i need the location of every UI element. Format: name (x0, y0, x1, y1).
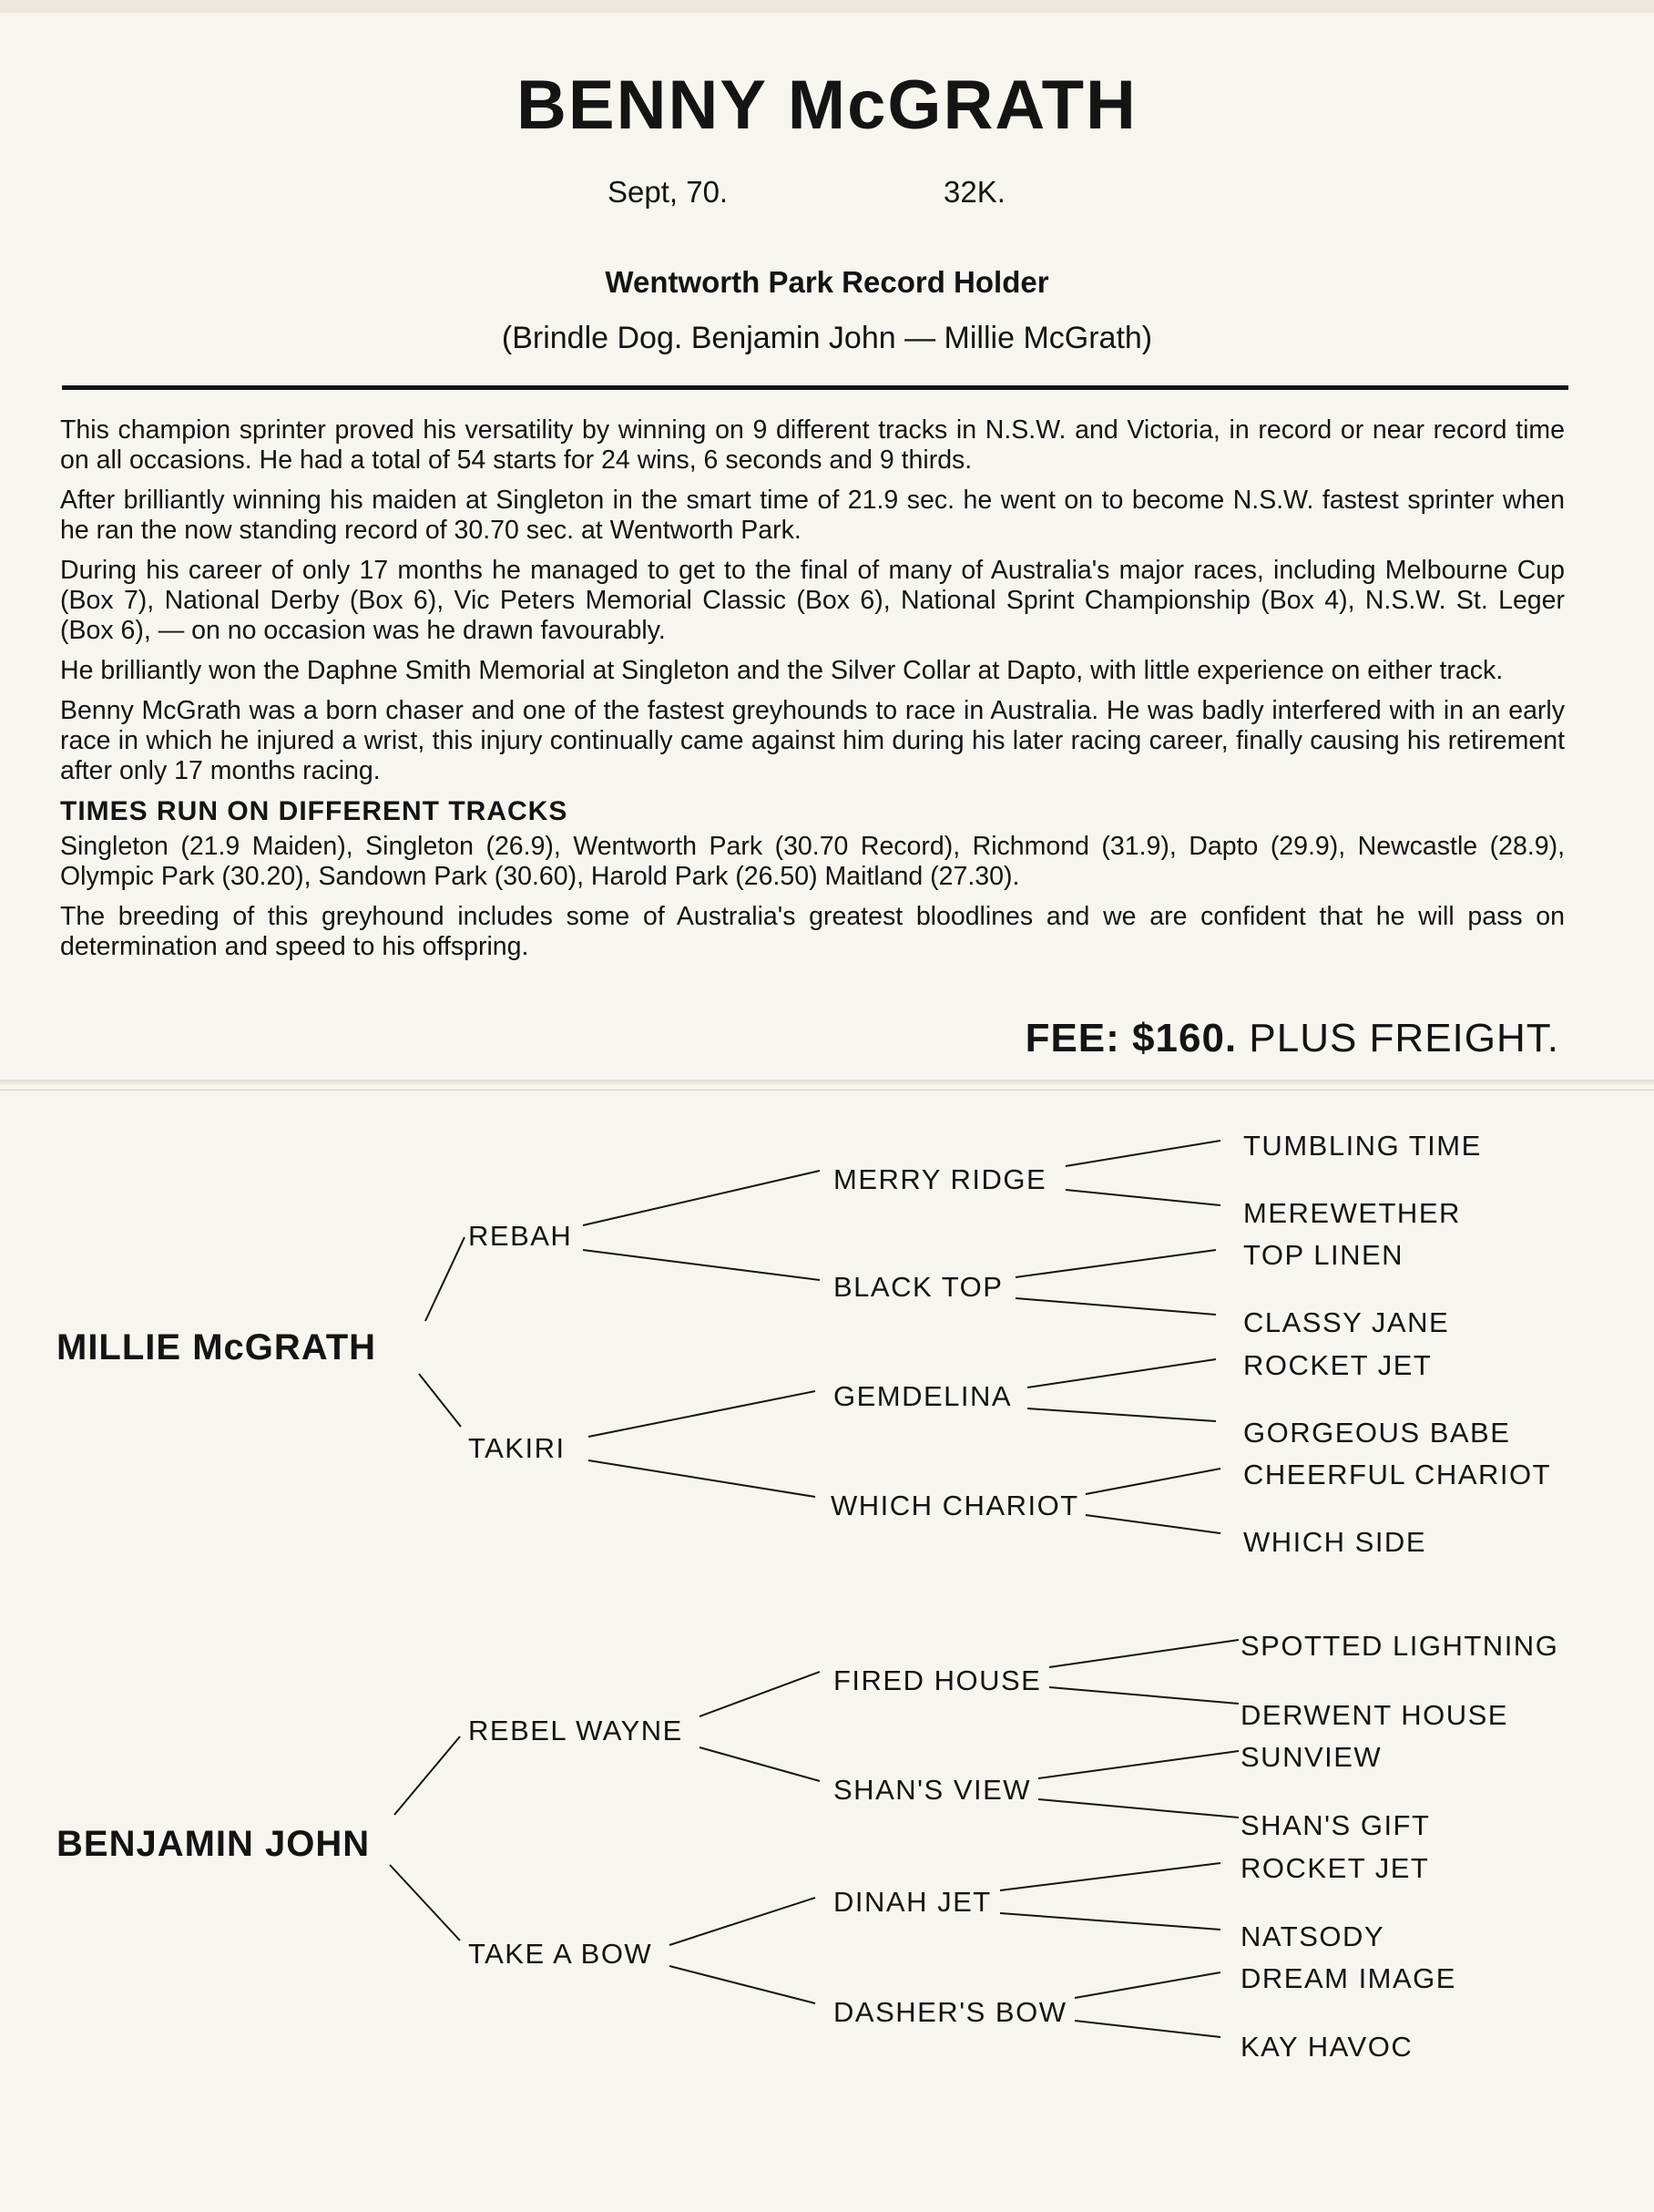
ggparent: ROCKET JET (1240, 1852, 1430, 1884)
grandparent-shans-view: SHAN'S VIEW (833, 1774, 1032, 1806)
connector (390, 1865, 460, 1941)
connector (699, 1747, 820, 1781)
connector (425, 1237, 465, 1321)
connector (588, 1391, 815, 1437)
connector (1016, 1298, 1216, 1315)
grandparent-black-top: BLACK TOP (833, 1271, 1004, 1303)
parent-take-a-bow: TAKE A BOW (468, 1938, 653, 1970)
connector (699, 1672, 820, 1716)
connector (1016, 1250, 1216, 1277)
connector (1049, 1640, 1239, 1667)
connector (1049, 1687, 1239, 1704)
connector (1027, 1359, 1216, 1388)
fee-amount: FEE: $160. (1025, 1016, 1238, 1060)
connector (1000, 1863, 1220, 1890)
connector (1075, 2021, 1220, 2037)
ggparent: ROCKET JET (1243, 1349, 1433, 1381)
ggparent: SPOTTED LIGHTNING (1240, 1630, 1559, 1662)
paragraph-record: This champion sprinter proved his versatility by winning on 9 different tracks in N.S.W. and Victoria, in record or near record time on all occasions. He had a total of 54 starts for 24 wins, 6 seconds and 9 thirds. (60, 415, 1565, 475)
fee-suffix: PLUS FREIGHT. (1249, 1016, 1559, 1060)
grandparent-dashers-bow: DASHER'S BOW (833, 1996, 1067, 2028)
ggparent: GORGEOUS BABE (1243, 1417, 1511, 1449)
connector (583, 1171, 820, 1225)
connector (419, 1374, 461, 1427)
ggparent: DERWENT HOUSE (1240, 1699, 1508, 1731)
dam-name: MILLIE McGRATH (56, 1327, 377, 1367)
paragraph-injury: Benny McGrath was a born chaser and one of the fastest greyhounds to race in Australia. He was badly interfered with in an early race in which he injured a wrist, this injury continually came against him during his later racing career, finally causing his retirement after only 17 months racing. (60, 696, 1565, 785)
ggparent: NATSODY (1240, 1920, 1385, 1952)
paragraph-career: During his career of only 17 months he managed to get to the final of many of Australia's major races, including Melbourne Cup (Box 7), National Derby (Box 6), Vic Peters Memorial Classic (Box 6), National Sprint Championship (Box 4), N.S.W. St. Leger (Box 6), — on no occasion was he drawn favourably. (60, 556, 1565, 645)
ggparent: TUMBLING TIME (1243, 1130, 1482, 1162)
times-heading: TIMES RUN ON DIFFERENT TRACKS (60, 796, 568, 826)
ggparent: TOP LINEN (1243, 1239, 1404, 1271)
ggparent: CHEERFUL CHARIOT (1243, 1459, 1552, 1490)
connector (669, 1898, 815, 1945)
connector (588, 1460, 815, 1497)
connector (1066, 1141, 1220, 1166)
paragraph-wins: He brilliantly won the Daphne Smith Memorial at Singleton and the Silver Collar at Dapto, with little experience on either track. (60, 656, 1504, 685)
parent-rebel-wayne: REBEL WAYNE (468, 1715, 683, 1746)
connector (1000, 1913, 1220, 1930)
page-title: BENNY McGRATH (516, 67, 1138, 144)
connector (394, 1736, 460, 1815)
ggparent: SHAN'S GIFT (1240, 1809, 1431, 1841)
connector (1027, 1408, 1216, 1421)
connector (1038, 1799, 1239, 1818)
parentage-line: (Brindle Dog. Benjamin John — Millie McGrath) (501, 321, 1153, 355)
grandparent-merry-ridge: MERRY RIDGE (833, 1163, 1047, 1195)
connector (1086, 1515, 1220, 1533)
connector (669, 1966, 815, 2003)
parent-takiri: TAKIRI (468, 1432, 566, 1464)
connector (1066, 1190, 1220, 1205)
connector (583, 1250, 820, 1280)
sire-name: BENJAMIN JOHN (56, 1824, 371, 1864)
date-label: Sept, 70. (607, 175, 729, 209)
ggparent: DREAM IMAGE (1240, 1962, 1456, 1994)
grandparent-fired-house: FIRED HOUSE (833, 1664, 1042, 1696)
ggparent: KAY HAVOC (1240, 2031, 1414, 2063)
ggparent: WHICH SIDE (1243, 1526, 1426, 1558)
connector (1075, 1972, 1220, 1998)
record-subtitle: Wentworth Park Record Holder (605, 265, 1049, 299)
grandparent-gemdelina: GEMDELINA (833, 1380, 1013, 1412)
grandparent-dinah-jet: DINAH JET (833, 1886, 992, 1918)
paragraph-breeding: The breeding of this greyhound includes some of Australia's greatest bloodlines and we are confident that he will pass on determination and speed to his offspring. (60, 902, 1565, 961)
ggparent: SUNVIEW (1240, 1741, 1383, 1773)
weight-label: 32K. (944, 175, 1006, 209)
times-list: Singleton (21.9 Maiden), Singleton (26.9), Wentworth Park (30.70 Record), Richmond (31.9), Dapto (29.9), Newcastle (28.9), Olympic Park (30.20), Sandown Park (30.60), Harold Park (26.50) Maitland (27.30). (60, 832, 1565, 891)
connector (1086, 1469, 1220, 1494)
grandparent-which-chariot: WHICH CHARIOT (831, 1490, 1079, 1521)
paragraph-maiden: After brilliantly winning his maiden at Singleton in the smart time of 21.9 sec. he went on to become N.S.W. fastest sprinter when he ran the now standing record of 30.70 sec. at Wentworth Park. (60, 486, 1565, 545)
parent-rebah: REBAH (468, 1220, 573, 1252)
ggparent: CLASSY JANE (1243, 1306, 1450, 1338)
connector (1038, 1751, 1239, 1778)
ggparent: MEREWETHER (1243, 1197, 1461, 1229)
